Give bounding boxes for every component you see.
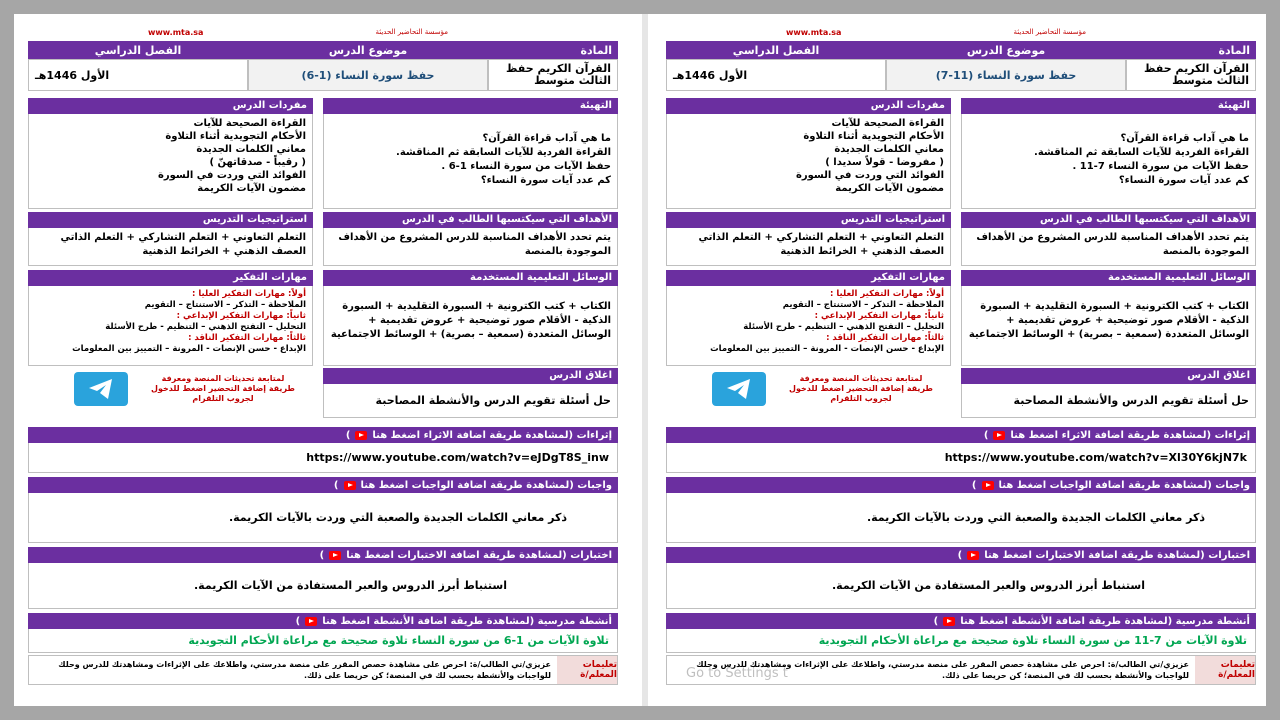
goals-block <box>961 212 1256 266</box>
page-divider <box>642 14 648 706</box>
semester-value: الأول 1446هـ <box>28 59 248 91</box>
telegram-icon[interactable] <box>74 372 128 406</box>
title-row <box>28 41 618 59</box>
warmup-body: ما هي آداب قراءة القرآن؟ القراءة الفردية للآيات السابقة ثم المناقشة. حفظ الآيات من سورة النساء 7-11 . كم عدد آيات سورة النساء؟ <box>961 114 1256 209</box>
tools-heading: الوسائل التعليمية المستخدمة <box>323 270 618 286</box>
telegram-promo[interactable] <box>74 372 298 406</box>
semester-header: الفصل الدراسي <box>28 41 248 59</box>
org-name: مؤسسة التحاضير الحديثة <box>1013 28 1086 36</box>
subject-header: المادة <box>488 41 618 59</box>
thinking-block <box>28 270 313 366</box>
activities-body: تلاوة الآيات من 7-11 من سورة النساء تلاوة صحيحة مع مراعاة الأحكام التجويدية <box>666 629 1256 653</box>
tests-heading[interactable]: اختبارات (لمشاهدة طريقة اضافة الاختبارات اضغط هنا ) <box>666 547 1256 563</box>
enrichment-url[interactable]: https://www.youtube.com/watch?v=Xl30Y6kjN7k <box>666 443 1256 473</box>
strategies-heading: استراتيجيات التدريس <box>666 212 951 228</box>
warmup-heading: التهيئة <box>323 98 618 114</box>
tools-body: الكتاب + كتب الكترونية + السبورة التقليدية + السبورة الذكية - الأقلام صور توضيحية + عروض تقديمية + الوسائل المتعددة (سمعية – بصرية) + الوسائط الاجتماعية <box>961 286 1256 366</box>
goals-body: يتم تحدد الأهداف المناسبة للدرس المشروع من الأهداف الموجودة بالمنصة <box>323 228 618 266</box>
strategies-block <box>28 212 313 266</box>
activities-heading[interactable]: أنشطة مدرسية (لمشاهدة طريقة اضافة الأنشطة اضغط هنا ) <box>28 613 618 629</box>
tests-heading[interactable]: اختبارات (لمشاهدة طريقة اضافة الاختبارات اضغط هنا ) <box>28 547 618 563</box>
tools-block <box>961 270 1256 366</box>
strategies-body: التعلم التعاوني + التعلم التشاركي + التعلم الذاتي العصف الذهني + الخرائط الذهنية <box>28 228 313 266</box>
youtube-icon[interactable] <box>982 481 994 490</box>
subject-value: القرآن الكريم حفظ الثالث متوسط <box>488 59 618 91</box>
activities-section <box>666 613 1256 653</box>
telegram-text: لمتابعة تحديثات المنصة ومعرفة طريقة إضافة التحضير اضغط للدخول لجروب التلقرام <box>789 374 933 403</box>
goals-block <box>323 212 618 266</box>
tests-body: استنباط أبرز الدروس والعبر المستفادة من الآيات الكريمة. <box>28 563 618 609</box>
teacher-text: عزيزي/تي الطالب/ة: احرص على مشاهدة حصص المقرر على منصة مدرستي، واطلاعك على الإثراءات ومشاهدتك للدرس وحلك للواجبات والأنشطة بحسب لك في المنصة؛ كن حريصا على ذلك. <box>58 660 551 680</box>
goals-body: يتم تحدد الأهداف المناسبة للدرس المشروع من الأهداف الموجودة بالمنصة <box>961 228 1256 266</box>
strategies-body: التعلم التعاوني + التعلم التشاركي + التعلم الذاتي العصف الذهني + الخرائط الذهنية <box>666 228 951 266</box>
org-name: مؤسسة التحاضير الحديثة <box>375 28 448 36</box>
topic-value: حفظ سورة النساء (1-6) <box>248 59 488 91</box>
site-link[interactable]: www.mta.sa <box>148 28 204 37</box>
closing-body: حل أسئلة تقويم الدرس والأنشطة المصاحبة <box>961 384 1256 418</box>
enrichment-section <box>28 427 618 473</box>
homework-section <box>28 477 618 543</box>
teacher-label: تعليمات المعلم/ة <box>557 656 617 684</box>
telegram-icon[interactable] <box>712 372 766 406</box>
tests-section <box>666 547 1256 609</box>
closing-block <box>961 368 1256 418</box>
vocab-heading: مفردات الدرس <box>28 98 313 114</box>
homework-body: ذكر معاني الكلمات الجديدة والصعبة التي وردت بالآيات الكريمة. <box>666 493 1256 543</box>
goals-heading: الأهداف التي سيكتسبها الطالب في الدرس <box>961 212 1256 228</box>
activities-section <box>28 613 618 653</box>
tests-section <box>28 547 618 609</box>
value-row <box>666 59 1256 91</box>
thinking-heading: مهارات التفكير <box>28 270 313 286</box>
lesson-page-right <box>666 26 1256 704</box>
youtube-icon[interactable] <box>993 431 1005 440</box>
homework-heading[interactable]: واجبات (لمشاهدة طريقة اضافة الواجبات اضغط هنا ) <box>28 477 618 493</box>
subject-header: المادة <box>1126 41 1256 59</box>
topic-header: موضوع الدرس <box>886 41 1126 59</box>
homework-heading[interactable]: واجبات (لمشاهدة طريقة اضافة الواجبات اضغط هنا ) <box>666 477 1256 493</box>
homework-section <box>666 477 1256 543</box>
activities-heading[interactable]: أنشطة مدرسية (لمشاهدة طريقة اضافة الأنشطة اضغط هنا ) <box>666 613 1256 629</box>
activities-body: تلاوة الآيات من 1-6 من سورة النساء تلاوة صحيحة مع مراعاة الأحكام التجويدية <box>28 629 618 653</box>
site-link[interactable]: www.mta.sa <box>786 28 842 37</box>
youtube-icon[interactable] <box>305 617 317 626</box>
lesson-blocks <box>28 98 618 423</box>
lesson-page-left <box>28 26 618 704</box>
warmup-body: ما هي آداب قراءة القرآن؟ القراءة الفردية للآيات السابقة ثم المناقشة. حفظ الآيات من سورة النساء 1-6 . كم عدد آيات سورة النساء؟ <box>323 114 618 209</box>
tests-body: استنباط أبرز الدروس والعبر المستفادة من الآيات الكريمة. <box>666 563 1256 609</box>
teacher-label: تعليمات المعلم/ة <box>1195 656 1255 684</box>
tools-heading: الوسائل التعليمية المستخدمة <box>961 270 1256 286</box>
tools-body: الكتاب + كتب الكترونية + السبورة التقليدية + السبورة الذكية - الأقلام صور توضيحية + عروض تقديمية + الوسائل المتعددة (سمعية – بصرية) + الوسائط الاجتماعية <box>323 286 618 366</box>
thinking-block <box>666 270 951 366</box>
slide-frame <box>14 14 1266 706</box>
thinking-body: أولاً: مهارات التفكير العليا : الملاحظة – التذكر – الاستنتاج – التقويم ثانياً: مهارات التفكير الإبداعي : التحليل – التفتح الذهني – التنظيم - طرح الأسئلة ثالثاً: مهارات التفكير الناقد : الإبداع - حسن الإنصات - المرونة – التمييز بين المعلومات <box>28 286 313 366</box>
goals-heading: الأهداف التي سيكتسبها الطالب في الدرس <box>323 212 618 228</box>
enrichment-url[interactable]: https://www.youtube.com/watch?v=eJDgT8S_inw <box>28 443 618 473</box>
youtube-icon[interactable] <box>344 481 356 490</box>
warmup-block <box>961 98 1256 209</box>
activation-watermark: Go to Settings t <box>686 666 788 681</box>
strategies-heading: استراتيجيات التدريس <box>28 212 313 228</box>
vocab-block <box>28 98 313 209</box>
value-row <box>28 59 618 91</box>
page-header <box>28 26 618 41</box>
teacher-notes <box>28 655 618 685</box>
tools-block <box>323 270 618 366</box>
homework-body: ذكر معاني الكلمات الجديدة والصعبة التي وردت بالآيات الكريمة. <box>28 493 618 543</box>
lesson-blocks <box>666 98 1256 423</box>
enrichment-section <box>666 427 1256 473</box>
enrichment-heading[interactable]: إثراءات (لمشاهدة طريقة اضافة الاثراء اضغط هنا ) <box>28 427 618 443</box>
subject-value: القرآن الكريم حفظ الثالث متوسط <box>1126 59 1256 91</box>
title-row <box>666 41 1256 59</box>
enrichment-heading[interactable]: إثراءات (لمشاهدة طريقة اضافة الاثراء اضغط هنا ) <box>666 427 1256 443</box>
warmup-heading: التهيئة <box>961 98 1256 114</box>
closing-heading: اغلاق الدرس <box>961 368 1256 384</box>
vocab-heading: مفردات الدرس <box>666 98 951 114</box>
youtube-icon[interactable] <box>329 551 341 560</box>
vocab-body: القراءة الصحيحة للآيات الأحكام التجويدية أثناء التلاوة معاني الكلمات الجديدة ( مفروضا - قولاً سديدا ) الفوائد التي وردت في السورة مضمون الآيات الكريمة <box>666 114 951 209</box>
closing-heading: اغلاق الدرس <box>323 368 618 384</box>
semester-value: الأول 1446هـ <box>666 59 886 91</box>
telegram-promo[interactable] <box>712 372 936 406</box>
closing-body: حل أسئلة تقويم الدرس والأنشطة المصاحبة <box>323 384 618 418</box>
closing-block <box>323 368 618 418</box>
topic-header: موضوع الدرس <box>248 41 488 59</box>
thinking-body: أولاً: مهارات التفكير العليا : الملاحظة – التذكر – الاستنتاج – التقويم ثانياً: مهارات التفكير الإبداعي : التحليل – التفتح الذهني – التنظيم - طرح الأسئلة ثالثاً: مهارات التفكير الناقد : الإبداع - حسن الإنصات - المرونة – التمييز بين المعلومات <box>666 286 951 366</box>
thinking-heading: مهارات التفكير <box>666 270 951 286</box>
youtube-icon[interactable] <box>355 431 367 440</box>
topic-value: حفظ سورة النساء (11-7) <box>886 59 1126 91</box>
youtube-icon[interactable] <box>943 617 955 626</box>
warmup-block <box>323 98 618 209</box>
teacher-text: عزيزي/تي الطالب/ة: احرص على مشاهدة حصص المقرر على منصة مدرستي، واطلاعك على الإثراءات ومشاهدتك للدرس وحلك للواجبات والأنشطة بحسب لك في المنصة؛ كن حريصا على ذلك. <box>696 660 1189 680</box>
youtube-icon[interactable] <box>967 551 979 560</box>
vocab-block <box>666 98 951 209</box>
semester-header: الفصل الدراسي <box>666 41 886 59</box>
telegram-text: لمتابعة تحديثات المنصة ومعرفة طريقة إضافة التحضير اضغط للدخول لجروب التلقرام <box>151 374 295 403</box>
vocab-body: القراءة الصحيحة للآيات الأحكام التجويدية أثناء التلاوة معاني الكلمات الجديدة ( رقيباً - صدقاتهنّ ) الفوائد التي وردت في السورة مضمون الآيات الكريمة <box>28 114 313 209</box>
strategies-block <box>666 212 951 266</box>
page-header <box>666 26 1256 41</box>
